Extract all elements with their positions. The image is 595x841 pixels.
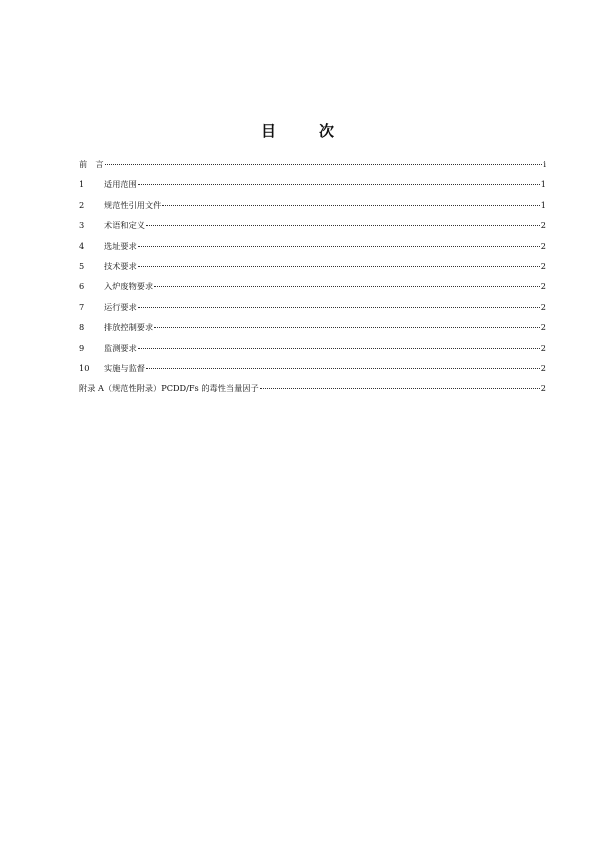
table-of-contents [79,158,546,403]
toc-dot-leader [138,266,540,267]
toc-entry-appendix-a[interactable] [79,382,546,402]
toc-entry-text: 排放控制要求 [104,322,154,333]
toc-entry-3[interactable] [79,219,546,239]
toc-entry-number: 7 [79,301,85,312]
toc-page-number: 1 [540,199,546,210]
toc-entry-text: 选址要求 [104,240,137,251]
toc-entry-text: 技术要求 [104,260,137,271]
toc-dot-leader [138,307,540,308]
toc-entry-number: 5 [79,260,85,271]
toc-entry-text: 监测要求 [104,342,137,353]
toc-dot-leader [146,368,540,369]
toc-entry-7[interactable] [79,301,546,321]
toc-entry-number: 1 [79,179,85,190]
toc-entry-number: 4 [79,240,85,251]
toc-page-number: 2 [540,301,546,312]
toc-entry-5[interactable] [79,260,546,280]
toc-entry-2[interactable] [79,199,546,219]
toc-dot-leader [105,164,543,165]
toc-dot-leader [260,388,540,389]
page-title: 目 次 [260,122,348,140]
toc-page-number: 2 [540,383,546,394]
toc-entry-text: 实施与监督 [104,362,145,373]
toc-dot-leader [154,286,540,287]
toc-page-number: 2 [540,322,546,333]
toc-entry-10[interactable] [79,362,546,382]
toc-entry-text: 入炉废物要求 [104,281,154,292]
toc-entry-number: 3 [79,220,85,231]
toc-entry-number: 9 [79,342,85,353]
toc-entry-number: 2 [79,199,85,210]
toc-page-number: 2 [540,281,546,292]
toc-entry-9[interactable] [79,342,546,362]
toc-entry-text: 适用范围 [104,179,137,190]
toc-entry-1[interactable] [79,178,546,198]
toc-entry-8[interactable] [79,321,546,341]
toc-page-number: i [543,159,546,169]
toc-entry-number: 8 [79,322,85,333]
toc-page-number: 2 [540,220,546,231]
toc-dot-leader [162,205,539,206]
toc-entry-text: 术语和定义 [104,220,145,231]
toc-page-number: 2 [540,362,546,373]
toc-entry-foreword[interactable] [79,158,546,178]
toc-dot-leader [138,348,540,349]
toc-entry-number: 10 [79,362,90,373]
toc-entry-4[interactable] [79,240,546,260]
toc-page-number: 2 [540,240,546,251]
toc-entry-text: 规范性引用文件 [104,199,162,210]
toc-page-number: 2 [540,342,546,353]
toc-entry-text: 前 言 [79,159,104,169]
toc-dot-leader [154,327,540,328]
toc-entry-text: 运行要求 [104,301,137,312]
toc-entry-text: 附录 A（规范性附录）PCDD/Fs 的毒性当量因子 [79,383,259,394]
toc-entry-6[interactable] [79,280,546,300]
toc-page-number: 1 [540,179,546,190]
toc-dot-leader [138,246,540,247]
toc-dot-leader [138,184,540,185]
toc-dot-leader [146,225,540,226]
toc-entry-number: 6 [79,281,85,292]
toc-page-number: 2 [540,260,546,271]
